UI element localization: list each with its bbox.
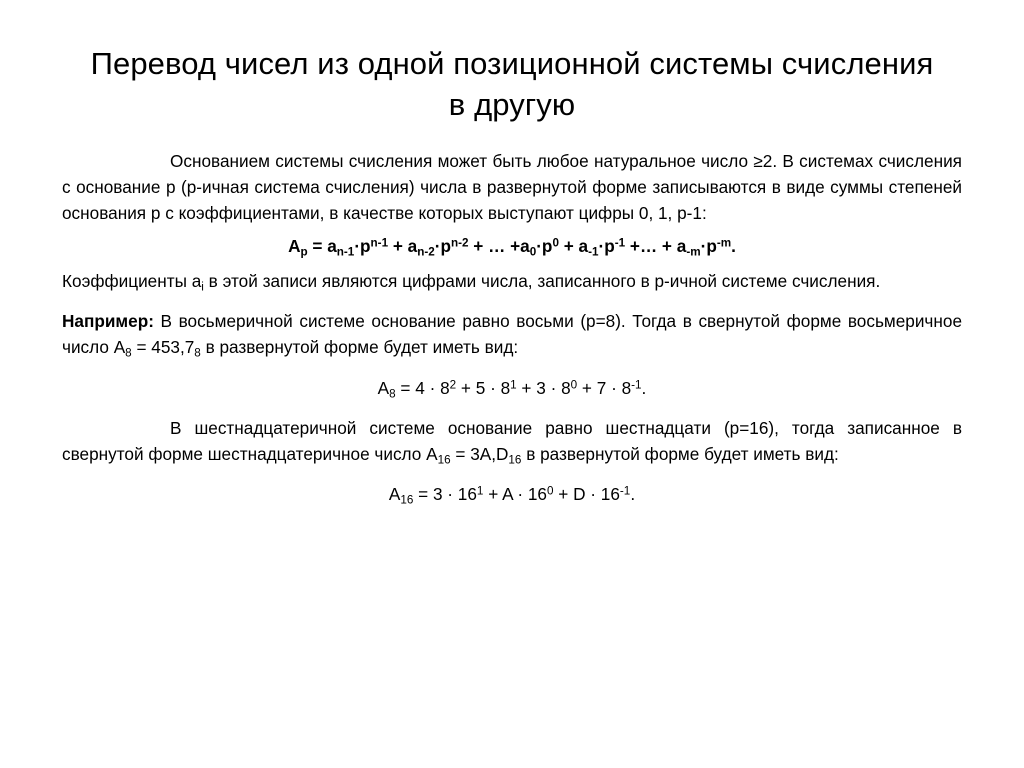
slide-body (62, 148, 962, 509)
formula-plus3: + (558, 236, 579, 257)
formula-hex-sup1: 1 (476, 484, 484, 498)
formula-octal-sup3: 0 (570, 377, 578, 391)
formula-hex-sup3: -1 (619, 484, 631, 498)
formula-period: . (731, 236, 736, 257)
paragraph-hex-part3: в развернутой форме будет иметь вид: (521, 443, 839, 464)
formula-term4: a (578, 236, 589, 257)
formula-term4-mid: ·p (598, 236, 615, 257)
formula-lhs-sub: p (300, 245, 308, 259)
paragraph-coefficients (62, 268, 962, 296)
paragraph-definition: Основанием системы счисления может быть любое натуральное число ≥2. В системах счисления с основание p (p-ичная система счисления) числа в развернутой форме записываются в виде суммы степеней основания p с коэффициентами, в качестве которых выступают цифры 0, 1, p-1: (62, 150, 962, 224)
formula-term2: a (407, 236, 418, 257)
example-label: Например: (62, 311, 154, 332)
formula-octal-t3: + 3 · 8 (516, 377, 571, 398)
formula-octal-a-sub: 8 (389, 386, 396, 400)
paragraph-hex-part2: = 3A,D (450, 443, 509, 464)
paragraph-example-part3: в развернутой форме будет иметь вид: (200, 337, 519, 358)
formula-term3: a (520, 236, 530, 257)
formula-octal-eq: = 4 · 8 (395, 377, 450, 398)
formula-term5: a (676, 236, 687, 257)
formula-octal-a: A (377, 377, 390, 398)
formula-plus1: + (388, 236, 408, 257)
paragraph-example-part2: = 453,7 (131, 337, 195, 358)
formula-plus2: + … + (468, 236, 521, 257)
formula-term2-sub: n-2 (417, 245, 435, 259)
paragraph-example-hex (62, 415, 962, 469)
paragraph-hex-part1: В шестнадцатеричной системе основание равно шестнадцати (p=16), тогда записанное в свернутой форме шестнадцатеричное число A (62, 417, 962, 464)
formula-term3-sup: 0 (552, 236, 559, 250)
formula-hex-t3: + D · 16 (553, 483, 620, 504)
formula-hex-end: . (630, 483, 636, 504)
paragraph-example-octal (62, 308, 962, 362)
formula-hex-eq: = 3 · 16 (413, 483, 477, 504)
formula-general-expansion (62, 233, 962, 261)
paragraph-coefficients-part1: Коэффициенты a (62, 271, 202, 292)
formula-term1-sub: n-1 (336, 245, 355, 259)
formula-term5-mid: ·p (700, 236, 717, 257)
formula-term4-sub: -1 (588, 245, 599, 259)
formula-octal-expansion (62, 375, 962, 403)
paragraph-example-sub1: 8 (125, 346, 132, 360)
formula-term3-mid: ·p (536, 236, 553, 257)
formula-eq: = (307, 236, 328, 257)
formula-hex-a-sub: 16 (400, 493, 414, 507)
formula-hex-a: A (388, 483, 401, 504)
formula-octal-t2: + 5 · 8 (456, 377, 511, 398)
paragraph-coefficients-sub: i (201, 280, 204, 294)
formula-octal-end: . (641, 377, 647, 398)
formula-hex-t2: + A · 16 (483, 483, 547, 504)
formula-octal-t4: + 7 · 8 (577, 377, 632, 398)
formula-term2-sup: n-2 (451, 236, 469, 250)
paragraph-example-sub2: 8 (194, 346, 201, 360)
page-title: Перевод чисел из одной позиционной системы счисления в другую (90, 46, 934, 122)
paragraph-hex-sub2: 16 (508, 452, 522, 466)
formula-lhs: A (288, 236, 301, 257)
formula-term1-sup: n-1 (370, 236, 389, 250)
formula-octal-sup1: 2 (449, 377, 457, 391)
formula-term1: a (327, 236, 337, 257)
paragraph-coefficients-part2: в этой записи являются цифрами числа, записанного в p-ичной системе счисления. (203, 271, 881, 292)
formula-plus4: +… + (625, 236, 677, 257)
paragraph-hex-sub1: 16 (437, 452, 451, 466)
formula-term5-sup: -m (716, 236, 732, 250)
formula-term1-mid: ·p (354, 236, 371, 257)
formula-octal-sup2: 1 (510, 377, 517, 391)
formula-hex-sup2: 0 (546, 484, 554, 498)
paragraph-example-part1: В восьмеричной системе основание равно восьми (p=8). Тогда в свернутой форме восьмеричное число A (62, 311, 962, 358)
formula-hex-expansion (62, 481, 962, 509)
formula-term4-sup: -1 (614, 236, 626, 250)
formula-octal-sup4: -1 (631, 377, 642, 391)
formula-term5-sub: -m (686, 245, 701, 259)
formula-term2-mid: ·p (434, 236, 451, 257)
formula-term3-sub: 0 (529, 245, 537, 259)
